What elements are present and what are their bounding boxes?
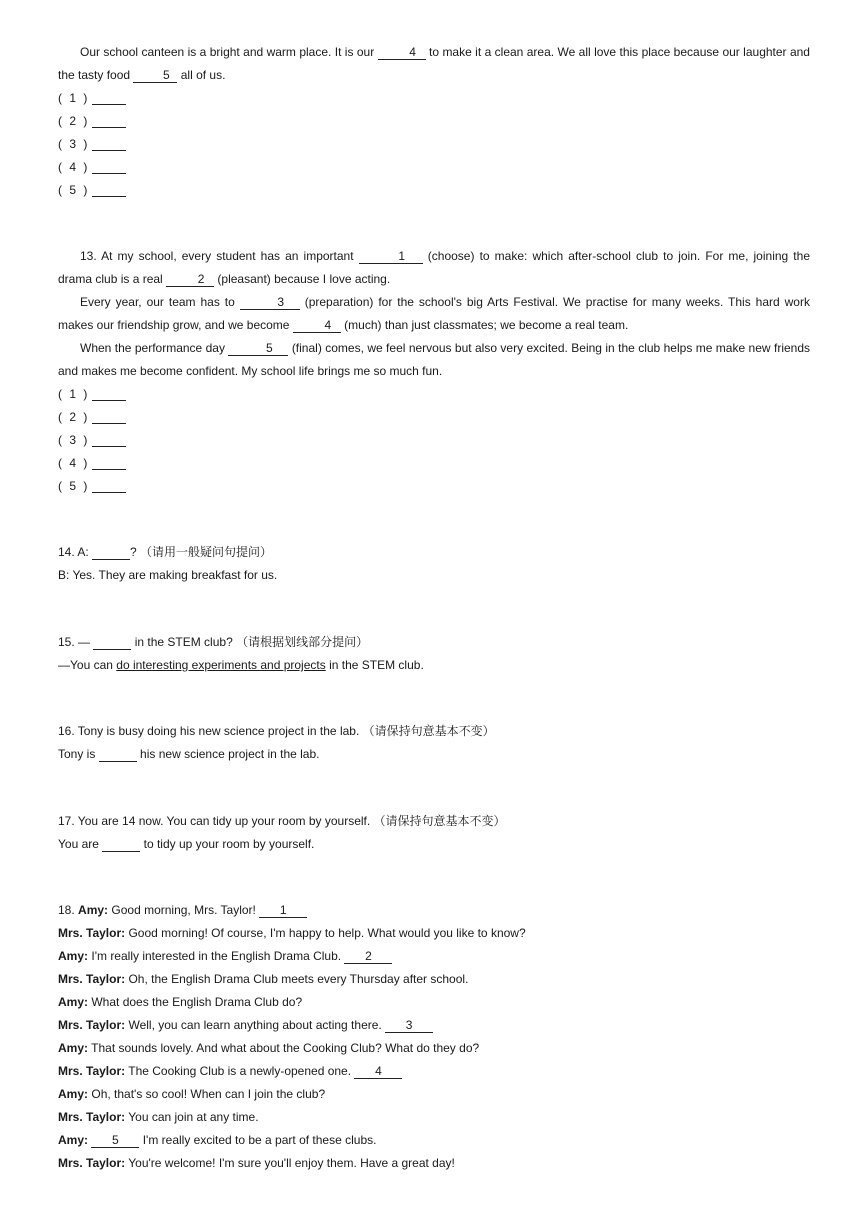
answer-line-1[interactable]: ( 1 ) xyxy=(58,87,810,110)
passage-text: (pleasant) because I love acting. xyxy=(217,272,391,286)
underlined-phrase: do interesting experiments and projects xyxy=(116,658,326,672)
answer-blank[interactable] xyxy=(102,837,140,852)
section-12-passage xyxy=(58,41,810,202)
question-response: You are to tidy up your room by yourself. xyxy=(58,837,315,851)
passage-text: Our school canteen is a bright and warm place. It is our xyxy=(80,45,375,59)
speaker-name: Mrs. Taylor: xyxy=(58,1110,126,1124)
question-response: —You can do interesting experiments and projects in the STEM club. xyxy=(58,658,424,672)
blank-2[interactable]: 2 xyxy=(344,949,392,964)
dialogue-line: 18. Amy: Good morning, Mrs. Taylor! 1 xyxy=(58,899,810,922)
blank-3[interactable]: 3 xyxy=(240,295,300,310)
speaker-name: Amy: xyxy=(58,1087,89,1101)
answer-line-3[interactable]: ( 3 ) xyxy=(58,429,810,452)
answer-blank[interactable] xyxy=(92,185,126,197)
dialogue-line: Amy: 5 I'm really excited to be a part of these clubs. xyxy=(58,1133,377,1147)
blank-4[interactable]: 4 xyxy=(378,45,426,60)
passage-paragraph xyxy=(58,337,810,383)
blank-4[interactable]: 4 xyxy=(293,318,341,333)
passage-text: (preparation) for the school's big Arts Festival. We practise for many weeks. This hard work makes our friendship grow, and we become xyxy=(58,295,810,332)
answer-blank[interactable] xyxy=(92,481,126,493)
question-prompt: 14. A: ? （请用一般疑问句提问） xyxy=(58,545,273,559)
answer-blank[interactable] xyxy=(92,93,126,105)
dialogue-line: Amy: I'm really interested in the English Drama Club. 2 xyxy=(58,945,810,968)
speaker-name: Amy: xyxy=(58,1133,89,1147)
passage-text: (much) than just classmates; we become a real team. xyxy=(344,318,629,332)
answer-line-2[interactable]: ( 2 ) xyxy=(58,110,810,133)
answer-line-5[interactable]: ( 5 ) xyxy=(58,475,810,498)
passage-paragraph xyxy=(58,245,810,291)
speaker-name: Mrs. Taylor: xyxy=(58,926,126,940)
answer-blank[interactable] xyxy=(92,545,130,560)
dialogue-line: Mrs. Taylor: You're welcome! I'm sure you'll enjoy them. Have a great day! xyxy=(58,1156,455,1170)
answer-blank[interactable] xyxy=(92,389,126,401)
answer-blank[interactable] xyxy=(92,435,126,447)
dialogue-line: Mrs. Taylor: You can join at any time. xyxy=(58,1110,259,1124)
speaker-name: Mrs. Taylor: xyxy=(58,1156,126,1170)
answer-blank[interactable] xyxy=(92,116,126,128)
dialogue-line: Mrs. Taylor: Good morning! Of course, I'm happy to help. What would you like to know? xyxy=(58,926,526,940)
question-prompt: 17. You are 14 now. You can tidy up your room by yourself. （请保持句意基本不变） xyxy=(58,814,506,828)
answer-line-4[interactable]: ( 4 ) xyxy=(58,452,810,475)
question-14 xyxy=(58,541,810,587)
speaker-name: Mrs. Taylor: xyxy=(58,1064,126,1078)
question-response: B: Yes. They are making breakfast for us. xyxy=(58,568,278,582)
passage-text: all of us. xyxy=(180,68,226,82)
answer-blank[interactable] xyxy=(92,162,126,174)
answer-blank[interactable] xyxy=(92,458,126,470)
question-18-dialogue xyxy=(58,899,810,1175)
answer-line-3[interactable]: ( 3 ) xyxy=(58,133,810,156)
speaker-name: Mrs. Taylor: xyxy=(58,972,126,986)
speaker-name: Amy: xyxy=(78,903,109,917)
blank-5[interactable]: 5 xyxy=(228,341,288,356)
passage-paragraph xyxy=(58,41,810,87)
question-prompt: 15. — in the STEM club? （请根据划线部分提问） xyxy=(58,635,369,649)
passage-text: Every year, our team has to xyxy=(80,295,235,309)
blank-5[interactable]: 5 xyxy=(133,68,177,83)
question-17 xyxy=(58,810,810,856)
dialogue-line: Mrs. Taylor: The Cooking Club is a newly-opened one. 4 xyxy=(58,1060,810,1083)
speaker-name: Amy: xyxy=(58,1041,89,1055)
blank-1[interactable]: 1 xyxy=(259,903,307,918)
answer-blank[interactable] xyxy=(92,139,126,151)
blank-4[interactable]: 4 xyxy=(354,1064,402,1079)
passage-text: 13. At my school, every student has an important xyxy=(80,249,354,263)
blank-2[interactable]: 2 xyxy=(166,272,214,287)
question-16 xyxy=(58,720,810,766)
answer-blank[interactable] xyxy=(92,412,126,424)
passage-text: to make it a clean area. We all love this place because our laughter and the tasty food xyxy=(58,45,810,82)
speaker-name: Amy: xyxy=(58,995,89,1009)
answer-line-5[interactable]: ( 5 ) xyxy=(58,179,810,202)
passage-paragraph xyxy=(58,291,810,337)
dialogue-line: Amy: What does the English Drama Club do? xyxy=(58,995,303,1009)
section-13-passage xyxy=(58,245,810,498)
question-response: Tony is his new science project in the lab. xyxy=(58,747,320,761)
dialogue-line: Amy: Oh, that's so cool! When can I join the club? xyxy=(58,1087,326,1101)
blank-1[interactable]: 1 xyxy=(359,249,423,264)
answer-blank[interactable] xyxy=(93,635,131,650)
blank-5[interactable]: 5 xyxy=(91,1133,139,1148)
question-15 xyxy=(58,631,810,677)
blank-3[interactable]: 3 xyxy=(385,1018,433,1033)
answer-line-4[interactable]: ( 4 ) xyxy=(58,156,810,179)
speaker-name: Mrs. Taylor: xyxy=(58,1018,126,1032)
dialogue-line: Mrs. Taylor: Well, you can learn anything about acting there. 3 xyxy=(58,1014,810,1037)
passage-text: (final) comes, we feel nervous but also very excited. Being in the club helps me make new friends and makes me become confident. My school life brings me so much fun. xyxy=(58,341,811,378)
passage-text: (choose) to make: which after-school club to join. For me, joining the drama club is a real xyxy=(58,249,810,286)
answer-line-1[interactable]: ( 1 ) xyxy=(58,383,810,406)
question-prompt: 16. Tony is busy doing his new science project in the lab. （请保持句意基本不变） xyxy=(58,724,495,738)
speaker-name: Amy: xyxy=(58,949,89,963)
answer-blank[interactable] xyxy=(99,747,137,762)
dialogue-line: Mrs. Taylor: Oh, the English Drama Club meets every Thursday after school. xyxy=(58,972,469,986)
dialogue-line: Amy: That sounds lovely. And what about the Cooking Club? What do they do? xyxy=(58,1041,480,1055)
answer-line-2[interactable]: ( 2 ) xyxy=(58,406,810,429)
passage-text: When the performance day xyxy=(80,341,225,355)
